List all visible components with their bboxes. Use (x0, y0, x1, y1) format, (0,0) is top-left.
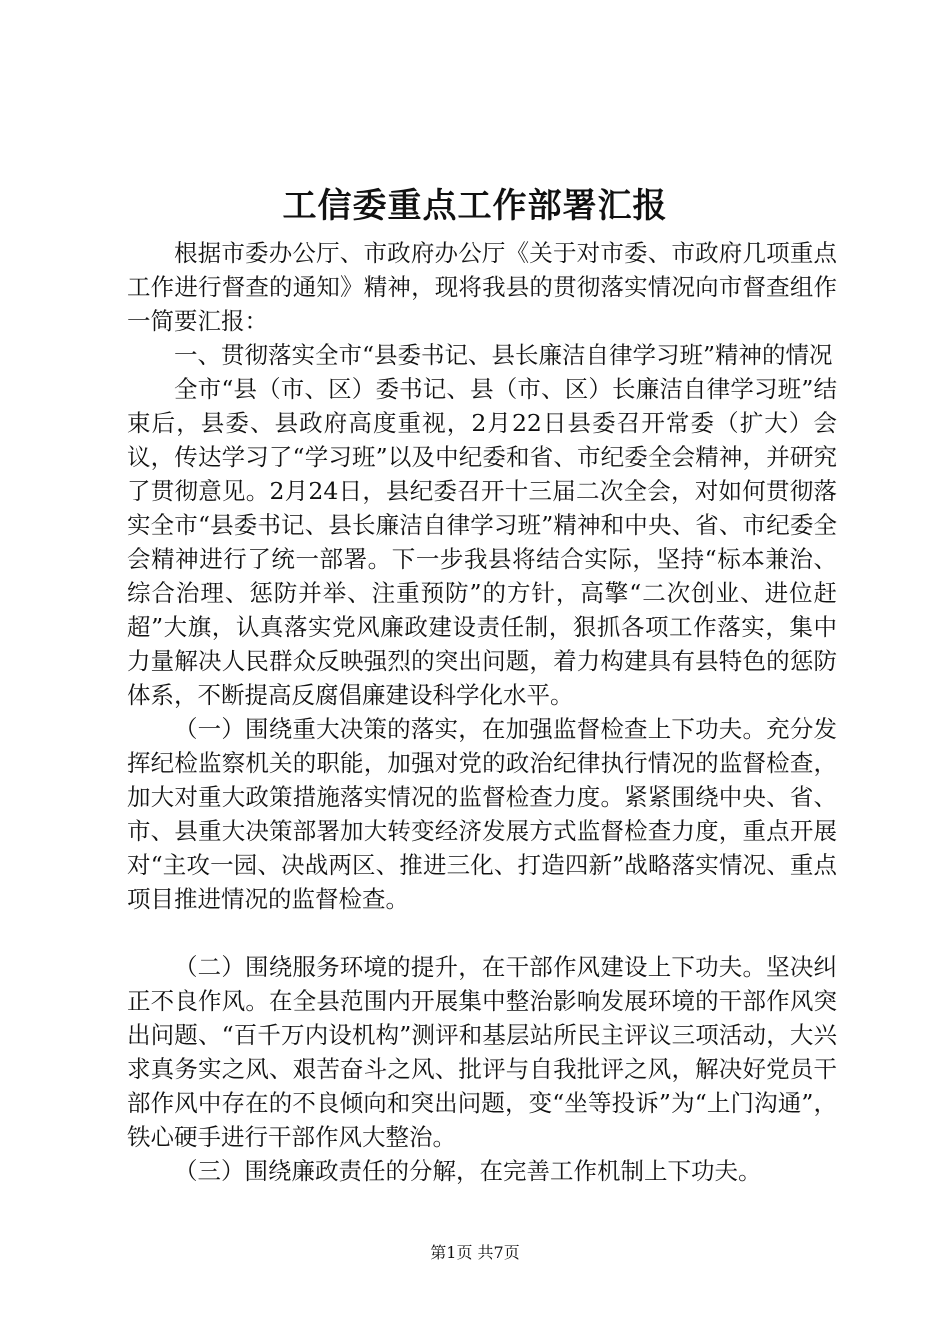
paragraph-situation: 全市“县（市、区）委书记、县（市、区）长廉洁自律学习班”结束后，县委、县政府高度重视，2月22日县委召开常委（扩大）会议，传达学习了“学习班”以及中纪委和省、市纪委全会精神，并研究了贯彻意见。2月24日，县纪委召开十三届二次全会，对如何贯彻落实全市“县委书记、县长廉洁自律学习班”精神和中央、省、市纪委全会精神进行了统一部署。下一步我县将结合实际，坚持“标本兼治、综合治理、惩防并举、注重预防”的方针，高擎“二次创业、进位赶超”大旗，认真落实党风廉政建设责任制，狠抓各项工作落实，集中力量解决人民群众反映强烈的突出问题，着力构建具有县特色的惩防体系，不断提高反腐倡廉建设科学化水平。 (127, 375, 837, 709)
paragraph-item-2: （二）围绕服务环境的提升，在干部作风建设上下功夫。坚决纠正不良作风。在全县范围内开展集中整治影响发展环境的干部作风突出问题、“百千万内设机构”测评和基层站所民主评议三项活动，大兴求真务实之风、艰苦奋斗之风、批评与自我批评之风，解决好党员干部作风中存在的不良倾向和突出问题，变“坐等投诉”为“上门沟通”，铁心硬手进行干部作风大整治。 (127, 953, 837, 1151)
paragraph-item-3: （三）围绕廉政责任的分解，在完善工作机制上下功夫。 (174, 1157, 762, 1185)
paragraph-item-1: （一）围绕重大决策的落实，在加强监督检查上下功夫。充分发挥纪检监察机关的职能，加强对党的政治纪律执行情况的监督检查，加大对重大政策措施落实情况的监督检查力度。紧紧围绕中央、省、市、县重大决策部署加大转变经济发展方式监督检查力度，重点开展对“主攻一园、决战两区、推进三化、打造四新”战略落实情况、重点项目推进情况的监督检查。 (127, 715, 837, 913)
document-title: 工信委重点工作部署汇报 (282, 186, 668, 226)
paragraph-section-heading: 一、贯彻落实全市“县委书记、县长廉洁自律学习班”精神的情况 (174, 341, 833, 369)
document-body (127, 236, 837, 1188)
paragraph-intro: 根据市委办公厅、市政府办公厅《关于对市委、市政府几项重点工作进行督查的通知》精神，现将我县的贯彻落实情况向市督查组作一简要汇报： (127, 239, 837, 335)
page-number-footer: 第1页 共7页 (430, 1243, 520, 1262)
